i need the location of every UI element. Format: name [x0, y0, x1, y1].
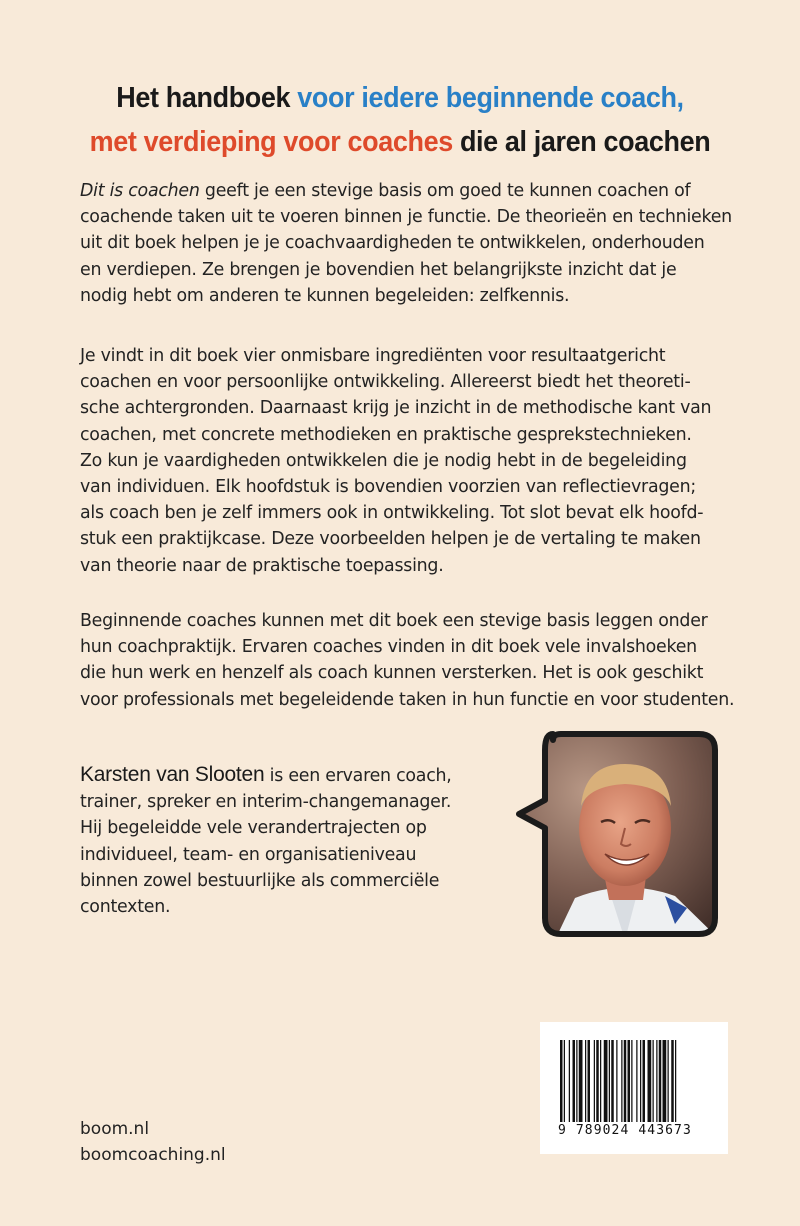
barcode-bar: [631, 1040, 632, 1122]
audience-paragraph: [80, 608, 740, 713]
text-line: [80, 762, 480, 789]
barcode-bar: [643, 1040, 646, 1122]
barcode-bar: [560, 1040, 563, 1122]
author-bio: [80, 762, 480, 920]
text-line: en verdiepen. Ze brengen je bovendien het belangrijkste inzicht dat je: [80, 259, 677, 280]
website-link-boom[interactable]: boom.nl: [80, 1119, 150, 1139]
barcode-bar: [628, 1040, 631, 1122]
text-line: [80, 178, 740, 204]
text-line: Zo kun je vaardigheden ontwikkelen die je nodig hebt in de begeleiding: [80, 450, 687, 471]
headline-part: Het handboek: [116, 82, 298, 114]
headline-highlight-red: met verdieping voor coaches: [89, 126, 453, 158]
barcode-bar: [653, 1040, 654, 1122]
text-line: sche achtergronden. Daarnaast krijg je inzicht in de methodische kant van: [80, 398, 712, 419]
barcode-bar: [569, 1040, 570, 1122]
text-line: Beginnende coaches kunnen met dit boek een stevige basis leggen onder: [80, 611, 708, 631]
barcode-bar: [588, 1040, 591, 1122]
barcode-bar: [596, 1040, 599, 1122]
barcode-bar: [640, 1040, 641, 1122]
text-span: geeft je een stevige basis om goed te kunnen coachen of: [199, 181, 691, 201]
intro-paragraph: [80, 178, 740, 309]
barcode-bar: [675, 1040, 676, 1122]
text-line: individueel, team- en organisatieniveau: [80, 844, 417, 865]
text-line: contexten.: [80, 897, 171, 918]
text-line: stuk een praktijkcase. Deze voorbeelden helpen je de vertaling te maken: [80, 529, 701, 550]
website-links: [80, 1116, 226, 1168]
barcode-bar: [611, 1040, 614, 1122]
barcode: [540, 1022, 728, 1154]
barcode-bar: [594, 1040, 595, 1122]
barcode-bar: [663, 1040, 667, 1122]
barcode-bar: [636, 1040, 637, 1122]
text-line: uit dit boek helpen je je coachvaardigheden te ontwikkelen, onderhouden: [80, 233, 705, 254]
barcode-bar: [576, 1040, 577, 1122]
text-line: Je vindt in dit boek vier onmisbare ingrediënten voor resultaatgericht: [80, 346, 666, 366]
text-line: hun coachpraktijk. Ervaren coaches vinden in dit boek vele invalshoeken: [80, 637, 697, 658]
book-title-italic: Dit is coachen: [80, 181, 200, 201]
text-line: coachen en voor persoonlijke ontwikkeling. Allereerst biedt het theoreti-: [80, 372, 691, 393]
barcode-bar: [585, 1040, 586, 1122]
barcode-bar: [668, 1040, 669, 1122]
barcode-bar: [659, 1040, 662, 1122]
barcode-bar: [671, 1040, 674, 1122]
text-line: coachen, met concrete methodieken en praktische gesprekstechnieken.: [80, 424, 692, 445]
barcode-bar: [609, 1040, 610, 1122]
barcode-bar: [656, 1040, 657, 1122]
author-photo: [515, 728, 721, 940]
author-photo-speech-bubble: [515, 728, 721, 940]
barcode-bars: [560, 1040, 708, 1122]
text-line: trainer, spreker en interim-changemanager.: [80, 792, 452, 813]
text-line: als coach ben je zelf immers ook in ontwikkeling. Tot slot bevat elk hoofd-: [80, 503, 704, 524]
isbn-number: 9 789024 443673: [558, 1123, 692, 1138]
barcode-bar: [564, 1040, 565, 1122]
barcode-bar: [604, 1040, 608, 1122]
barcode-bar: [573, 1040, 576, 1122]
text-line: coachende taken uit te voeren binnen je functie. De theorieën en technieken: [80, 207, 732, 228]
headline-line-2: [28, 120, 772, 164]
barcode-bar: [616, 1040, 617, 1122]
text-line: van individuen. Elk hoofdstuk is bovendien voorzien van reflectievragen;: [80, 477, 696, 498]
author-name: Karsten van Slooten: [80, 763, 265, 786]
headline-highlight-blue: voor iedere beginnende coach,: [297, 82, 684, 114]
barcode-bar: [621, 1040, 622, 1122]
website-link-boomcoaching[interactable]: boomcoaching.nl: [80, 1145, 226, 1165]
headline-part: die al jaren coachen: [452, 126, 711, 158]
headline-line-1: [28, 76, 772, 120]
barcode-bar: [648, 1040, 652, 1122]
text-line: binnen zowel bestuurlijke als commerciële: [80, 870, 440, 891]
text-line: die hun werk en henzelf als coach kunnen versterken. Het is ook geschikt: [80, 663, 704, 684]
barcode-bar: [624, 1040, 627, 1122]
barcode-bar: [579, 1040, 583, 1122]
text-span: is een ervaren coach,: [264, 766, 452, 786]
text-line: voor professionals met begeleidende taken in hun functie en voor studenten.: [80, 689, 735, 710]
back-cover-headline: [28, 76, 772, 164]
text-line: van theorie naar de praktische toepassing.: [80, 555, 444, 576]
text-line: nodig hebt om anderen te kunnen begeleiden: zelfkennis.: [80, 285, 570, 306]
barcode-bar: [600, 1040, 601, 1122]
text-line: Hij begeleidde vele verandertrajecten op: [80, 818, 427, 839]
ingredients-paragraph: [80, 343, 740, 579]
